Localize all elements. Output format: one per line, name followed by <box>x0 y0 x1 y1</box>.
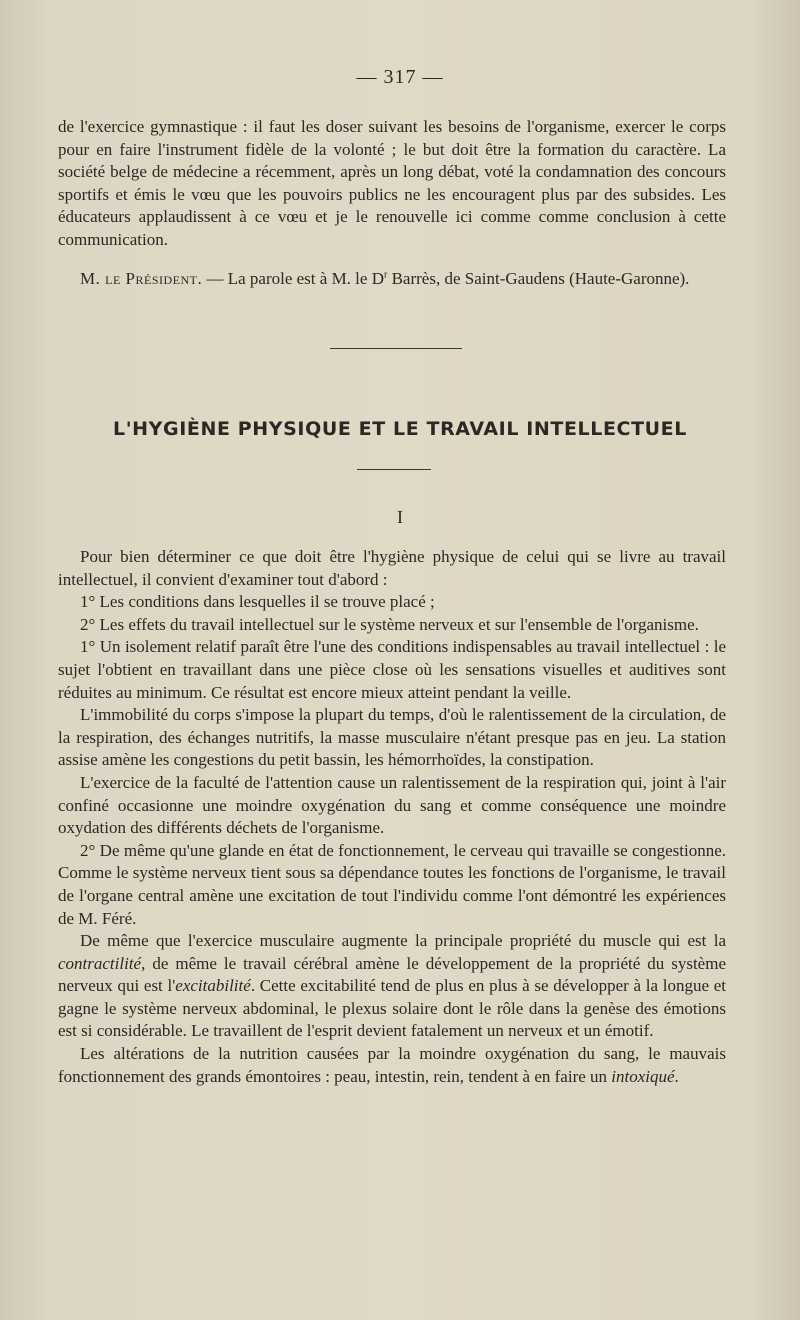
page-number: — 317 — <box>356 66 444 88</box>
article-body <box>58 546 726 1088</box>
title-underline <box>357 469 431 470</box>
doctor-superscript: r <box>383 268 388 280</box>
article-title: L'HYGIÈNE PHYSIQUE ET LE TRAVAIL INTELLECTUEL <box>113 418 687 440</box>
paragraph-7: 2° De même qu'une glande en état de fonctionnement, le cerveau qui travaille se congestionne. Comme le système nerveux tient sous sa dépendance toutes les fonctions de l'organisme, le travail de l'organe central amène une excitation de tout l'individu comme l'ont démontré les expériences de M. Féré. <box>58 840 726 928</box>
paragraph-8 <box>58 930 726 1043</box>
paragraph-9-a: Les altérations de la nutrition causées par la moindre oxygénation du sang, le mauvais fonctionnement des grands émontoires : peau, intestin, rein, tendent à en faire un <box>58 1044 726 1086</box>
paragraph-8-a: De même que l'exercice musculaire augmente la principale propriété du muscle qui est la <box>80 931 726 951</box>
paragraph-5: L'immobilité du corps s'impose la plupart du temps, d'où le ralentissement de la circulation, de la respiration, des échanges nutritifs, la masse musculaire n'étant presque pas en jeu. La station assise amène les congestions du petit bassin, les hémorrhoïdes, la constipation. <box>58 705 726 770</box>
term-excitabilite: excitabilité <box>175 976 251 996</box>
paragraph-8-b: , de même le travail cérébral amène le développement de la propriété du système nerveux qui est l' <box>58 953 726 996</box>
president-text-b: Barrès, de Saint-Gaudens (Haute-Garonne). <box>387 268 690 288</box>
speaker-name: M. le Président. <box>80 268 203 288</box>
paragraph-1: Pour bien déterminer ce que doit être l'hygiène physique de celui qui se livre au travail intellectuel, il convient d'examiner tout d'abord : <box>58 547 726 589</box>
paragraph-3: 2° Les effets du travail intellectuel sur le système nerveux et sur l'ensemble de l'organisme. <box>80 614 699 634</box>
paragraph-9-b: . <box>674 1066 679 1086</box>
paragraph-8-c: . Cette excitabilité tend de plus en plus à se développer à la longue et gagne le système nerveux abdominal, le plexus solaire dont le rôle dans la genèse des émotions est si considérable. Le travaillent de l'esprit devient fatalement un nerveux et un émotif. <box>58 976 726 1041</box>
paragraph-4: 1° Un isolement relatif paraît être l'une des conditions indispensables au travail intellectuel : le sujet l'obtient en travaillant dans une pièce close où les sensations visuelles et auditives sont réduites au minimum. Ce résultat est encore mieux atteint pendant la veille. <box>58 637 726 702</box>
term-contractilite: contractilité <box>58 953 142 973</box>
president-remark <box>58 268 726 291</box>
paragraph-2: 1° Les conditions dans lesquelles il se trouve placé ; <box>80 592 435 612</box>
continuation-paragraph: de l'exercice gymnastique : il faut les doser suivant les besoins de l'organisme, exercer le corps pour en faire l'instrument fidèle de la volonté ; le but doit être la formation du caractère. La société belge de médecine a récemment, après un long débat, voté la condamnation des concours sportifs et émis le vœu que les pouvoirs publics ne les encouragent plus par des subsides. Les éducateurs applaudissent à ce vœu et je le renouvelle ici comme comme conclusion à cette communication. <box>58 117 726 249</box>
paragraph-6: L'exercice de la faculté de l'attention cause un ralentissement de la respiration qui, joint à l'air confiné occasionne une moindre oxygénation du sang et comme conséquence une moindre oxydation des différents déchets de l'organisme. <box>58 772 726 838</box>
section-number: I <box>397 507 403 527</box>
term-intoxique: intoxiqué <box>611 1066 675 1086</box>
continuation-block <box>58 116 726 290</box>
president-text-a: — La parole est à M. le D <box>202 268 384 288</box>
separator-rule <box>330 348 462 349</box>
paragraph-9 <box>58 1043 726 1088</box>
